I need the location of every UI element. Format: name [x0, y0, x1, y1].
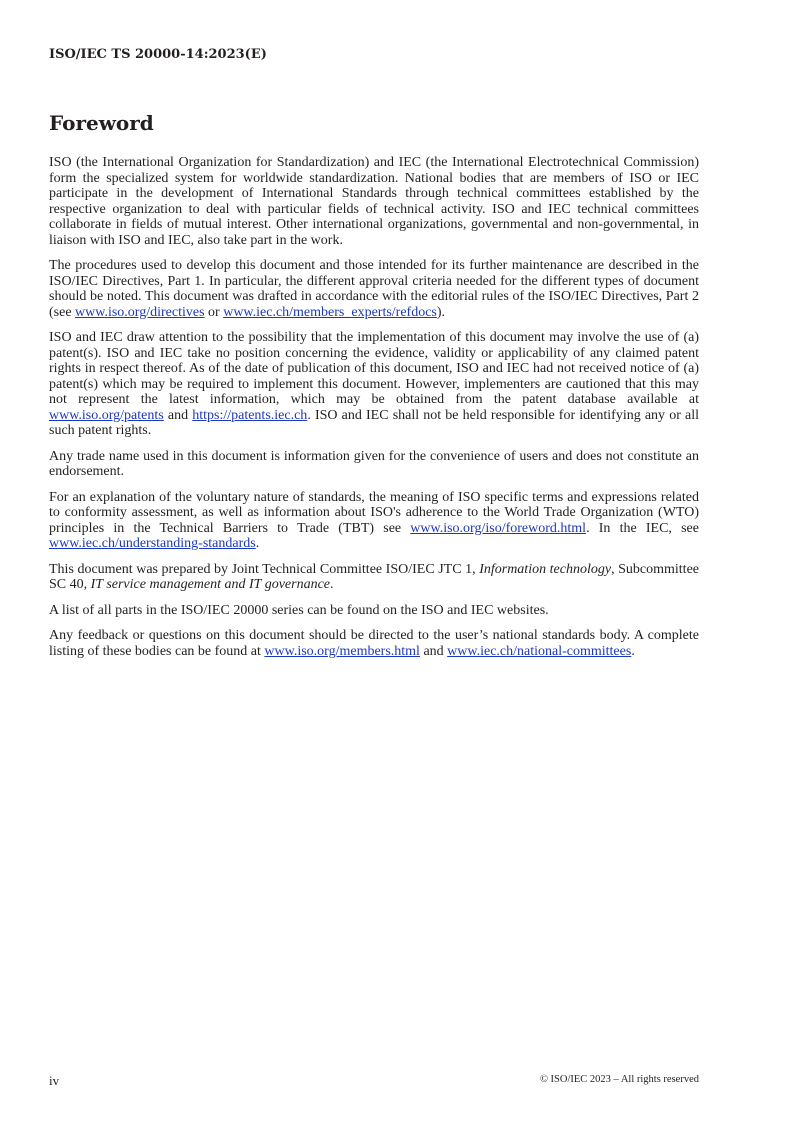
- paragraph-text: ISO and IEC draw attention to the possibility that the implementation of this document may involve the use of (a) patent(s). ISO and IEC take no position concerning the evidence, validity or applicability of any claimed patent rights in respect thereof. As of the date of publication of this document, ISO and IEC had not received notice of (a) patent(s) which may be required to implement this document. However, implementers are cautioned that this may not represent the latest information, which may be obtained from the patent database available at: [49, 330, 699, 407]
- subcommittee-title: IT service management and IT governance: [90, 577, 330, 592]
- paragraph-voluntary-nature: [49, 490, 699, 552]
- link-iec-patents[interactable]: https://patents.iec.ch: [192, 407, 308, 423]
- link-iso-patents[interactable]: www.iso.org/patents: [49, 407, 164, 423]
- paragraph-text: . In the IEC, see: [586, 520, 699, 536]
- paragraph-organizations: ISO (the International Organization for Standardization) and IEC (the International Electrotechnical Commission) form the specialized system for worldwide standardization. National bodies that are members of ISO or IEC participate in the development of International Standards through technical committees established by the respective organization to deal with particular fields of technical activity. ISO and IEC technical committees collaborate in fields of mutual interest. Other international organizations, governmental and non-governmental, in liaison with ISO and IEC, also take part in the work.: [49, 155, 699, 248]
- paragraph-feedback: [49, 628, 699, 659]
- paragraph-series-list: A list of all parts in the ISO/IEC 20000 series can be found on the ISO and IEC websites.: [49, 602, 549, 618]
- paragraph-text: ).: [436, 304, 446, 320]
- paragraph-text: and: [163, 407, 193, 423]
- paragraph-text: Any feedback or questions on this document should be directed to the user’s national standards body. A complete listing of these bodies can be found at: [49, 628, 699, 659]
- paragraph-text: This document was prepared by Joint Technical Committee ISO/IEC JTC 1,: [49, 561, 480, 577]
- paragraph-procedures: [49, 258, 699, 320]
- paragraph-patents: [49, 330, 699, 439]
- link-iso-directives[interactable]: www.iso.org/directives: [75, 304, 205, 320]
- copyright-notice: © ISO/IEC 2023 – All rights reserved: [539, 1074, 699, 1085]
- page-title: Foreword: [49, 111, 154, 135]
- paragraph-trade-name: Any trade name used in this document is information given for the convenience of users and does not constitute an endorsement.: [49, 448, 699, 479]
- paragraph-text: The procedures used to develop this document and those intended for its further maintenance are described in the ISO/IEC Directives, Part 1. In particular, the different approval criteria needed for the different types of document should be noted. This document was drafted in accordance with the editorial rules of the ISO/IEC Directives, Part 2 (see: [49, 258, 699, 320]
- foreword-body: [49, 155, 699, 669]
- paragraph-text: . ISO and IEC shall not be held responsible for identifying any or all such patent rights.: [49, 407, 699, 438]
- paragraph-text: or: [204, 304, 224, 320]
- paragraph-text: .: [631, 643, 635, 659]
- document-identifier: ISO/IEC TS 20000-14:2023(E): [49, 47, 267, 62]
- paragraph-text: .: [255, 536, 260, 551]
- page-number: iv: [49, 1073, 60, 1088]
- committee-title: Information technology: [479, 561, 612, 577]
- link-iec-national-committees[interactable]: www.iec.ch/national-committees: [447, 643, 632, 659]
- link-iec-refdocs[interactable]: www.iec.ch/members_experts/refdocs: [223, 304, 437, 320]
- paragraph-prepared-by: [49, 562, 699, 593]
- link-iso-foreword[interactable]: www.iso.org/iso/foreword.html: [410, 520, 587, 536]
- link-iso-members[interactable]: www.iso.org/members.html: [264, 643, 420, 659]
- paragraph-text: and: [419, 643, 448, 659]
- paragraph-text: For an explanation of the voluntary nature of standards, the meaning of ISO specific terms and expressions related to conformity assessment, as well as information about ISO's adherence to the World Trade Organization (WTO) principles in the Technical Barriers to Trade (TBT) see: [49, 489, 699, 536]
- paragraph-text: .: [330, 577, 334, 592]
- paragraph-text: , Subcommittee SC 40,: [49, 561, 699, 592]
- link-iec-understanding-standards[interactable]: www.iec.ch/understanding-standards: [49, 536, 256, 551]
